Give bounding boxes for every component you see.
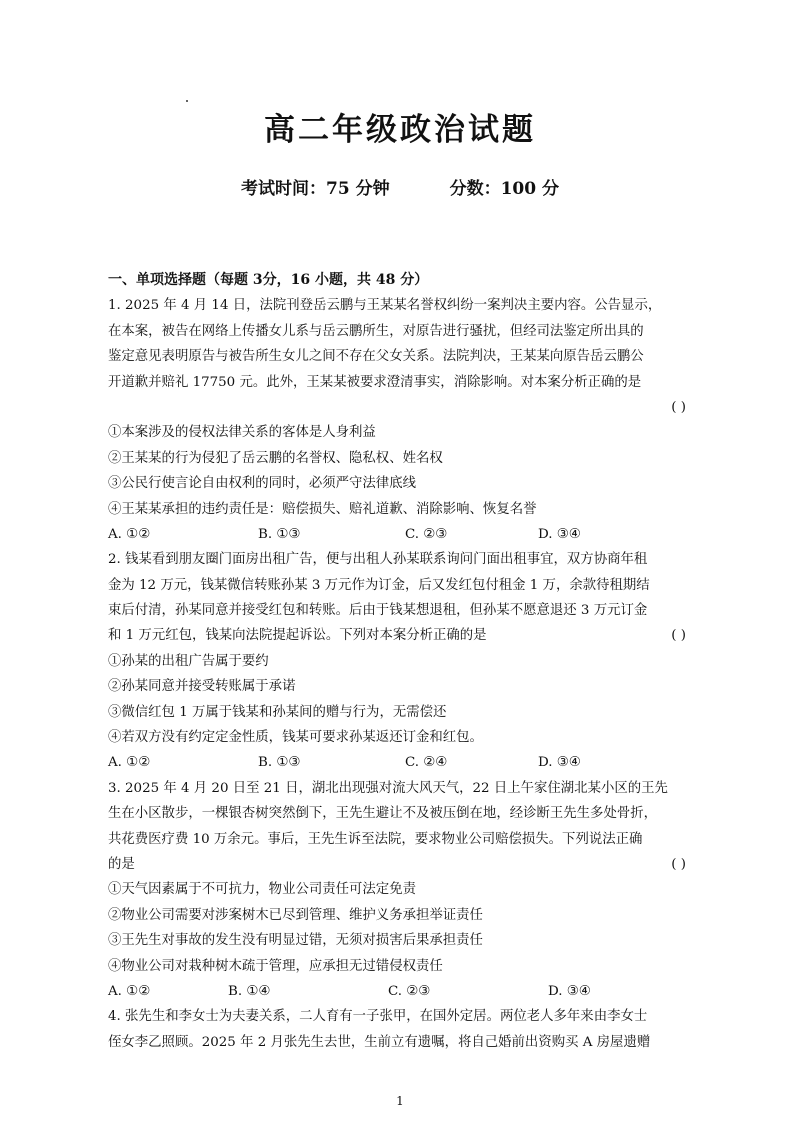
q3-stem-line: 生在小区散步，一棵银杏树突然倒下，王先生避让不及被压倒在地，经诊断王先生多处骨折，	[108, 806, 658, 822]
q1-option-b: B. ①③	[258, 526, 301, 542]
exam-info	[0, 174, 800, 199]
q2-answer-blank: ( )	[671, 628, 686, 644]
q2-stem-line: 和 1 万元红包，钱某向法院提起诉讼。下列对本案分析正确的是	[108, 628, 487, 644]
q1-option-a: A. ①②	[108, 526, 151, 542]
q3-item: ④物业公司对栽种树木疏于管理，应承担无过错侵权责任	[108, 958, 443, 974]
q4-stem-line: 4. 张先生和李女士为夫妻关系，二人育有一子张甲，在国外定居。两位老人多年来由李女士	[108, 1009, 648, 1025]
q3-options	[108, 979, 696, 1004]
q2-item: ③微信红包 1 万属于钱某和孙某间的赠与行为，无需偿还	[108, 704, 447, 720]
q2-options	[108, 750, 696, 775]
q3-stem-line: 共花费医疗费 10 万余元。事后，王先生诉至法院，要求物业公司赔偿损失。下列说法正确	[108, 831, 643, 847]
q4-stem-line: 侄女李乙照顾。2025 年 2 月张先生去世，生前立有遗嘱，将自己婚前出资购买 A 房屋遗赠	[108, 1034, 651, 1050]
q2-stem-line: 金为 12 万元，钱某微信转账孙某 3 万元作为订金，后又发红包付租金 1 万，余款待租期结	[108, 577, 650, 593]
exam-time: 考试时间：75 分钟	[241, 179, 390, 199]
q2-item: ④若双方没有约定定金性质，钱某可要求孙某返还订金和红包。	[108, 730, 483, 746]
q2-item: ①孙某的出租广告属于要约	[108, 653, 269, 669]
q3-option-b: B. ①④	[228, 983, 271, 999]
q1-options	[108, 522, 696, 547]
q3-stem-line: 的是	[108, 856, 135, 872]
q3-stem-last	[108, 852, 696, 877]
q3-item: ②物业公司需要对涉案树木已尽到管理、维护义务承担举证责任	[108, 907, 483, 923]
q3-item: ①天气因素属于不可抗力，物业公司责任可法定免责	[108, 882, 416, 898]
q2-option-c: C. ②④	[405, 755, 448, 771]
q1-item: ④王某某承担的违约责任是：赔偿损失、赔礼道歉、消除影响、恢复名誉	[108, 501, 537, 517]
q1-stem-line: 开道歉并赔礼 17750 元。此外，王某某被要求澄清事实，消除影响。对本案分析正确的是	[108, 374, 642, 390]
q1-stem-line: 鉴定意见表明原告与被告所生女儿之间不存在父女关系。法院判决，王某某向原告岳云鹏公	[108, 349, 644, 365]
q2-option-d: D. ③④	[538, 755, 581, 771]
q3-option-a: A. ①②	[108, 983, 151, 999]
q1-answer-blank: ( )	[671, 399, 686, 415]
q2-item: ②孙某同意并接受转账属于承诺	[108, 679, 296, 695]
scan-speck	[186, 100, 188, 102]
q1-item: ②王某某的行为侵犯了岳云鹏的名誉权、隐私权、姓名权	[108, 450, 443, 466]
q2-stem-line: 束后付清，孙某同意并接受红包和转账。后由于钱某想退租，但孙某不愿意退还 3 万元订金	[108, 603, 648, 619]
q1-option-c: C. ②③	[405, 526, 448, 542]
page-number: 1	[396, 1094, 404, 1108]
q2-option-b: B. ①③	[258, 755, 301, 771]
q2-option-a: A. ①②	[108, 755, 151, 771]
q1-item: ①本案涉及的侵权法律关系的客体是人身利益	[108, 425, 376, 441]
q2-stem-line: 2. 钱某看到朋友圈门面房出租广告，便与出租人孙某联系询问门面出租事宜，双方协商年租	[108, 552, 648, 568]
q1-stem-line: 1. 2025 年 4 月 14 日，法院刊登岳云鹏与王某某名誉权纠纷一案判决主要内容。公告显示，	[108, 298, 662, 314]
q1-item: ③公民行使言论自由权利的同时，必须严守法律底线	[108, 476, 416, 492]
q3-item: ③王先生对事故的发生没有明显过错，无须对损害后果承担责任	[108, 933, 483, 949]
q1-option-d: D. ③④	[538, 526, 581, 542]
page-title: 高二年级政治试题	[264, 112, 536, 148]
q3-option-c: C. ②③	[388, 983, 431, 999]
q2-stem-last	[108, 623, 696, 648]
section-heading: 一、单项选择题（每题 3分，16 小题，共 48 分）	[108, 272, 429, 288]
exam-score: 分数：100 分	[449, 179, 559, 199]
exam-content	[108, 268, 696, 1055]
q3-option-d: D. ③④	[548, 983, 591, 999]
q3-stem-line: 3. 2025 年 4 月 20 日至 21 日，湖北出现强对流大风天气，22 日上午家住湖北某小区的王先	[108, 780, 668, 796]
q1-stem-line: 在本案，被告在网络上传播女儿系与岳云鹏所生，对原告进行骚扰，但经司法鉴定所出具的	[108, 323, 644, 339]
q3-answer-blank: ( )	[671, 856, 686, 872]
